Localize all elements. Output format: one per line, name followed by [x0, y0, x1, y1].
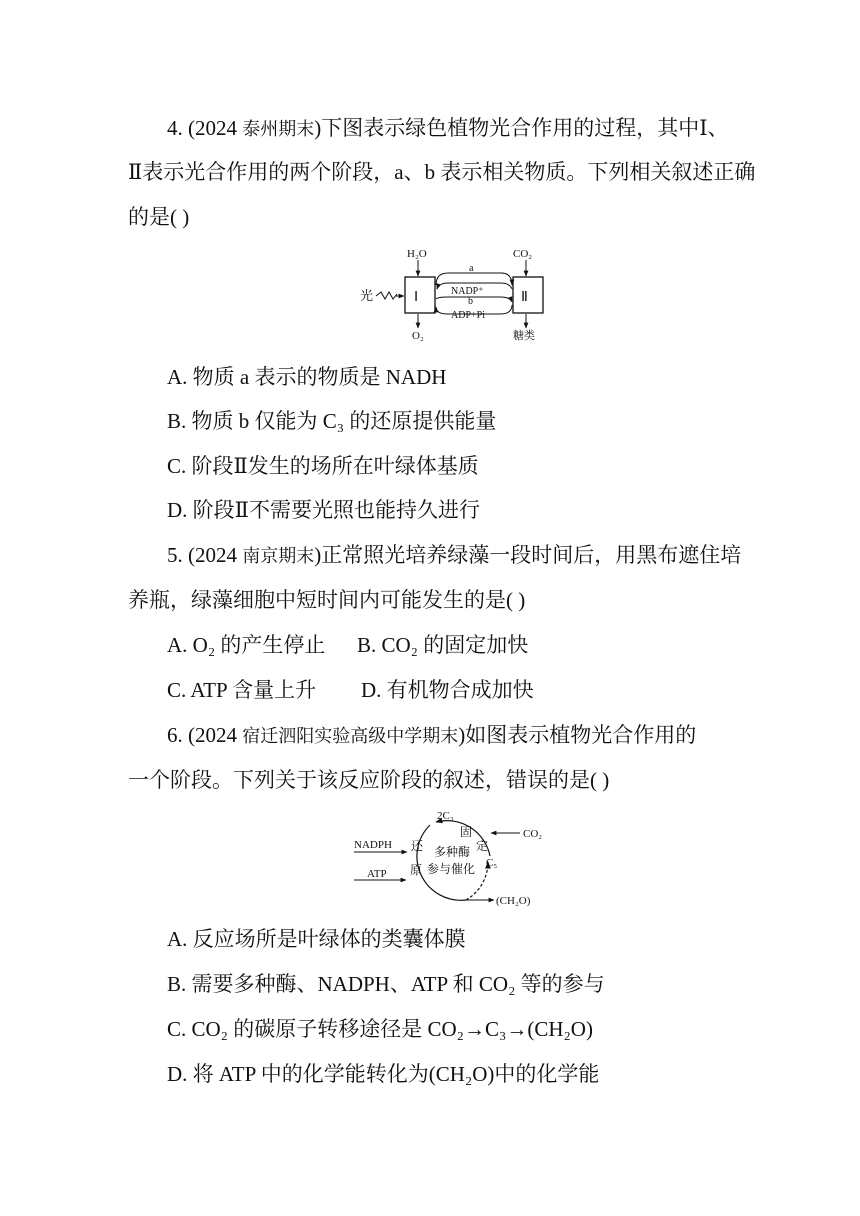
enzyme-label-2: 参与催化 [427, 862, 476, 876]
q5-option-b: B. CO₂ 的固定加快 [357, 633, 529, 657]
stage1-label: Ⅰ [414, 290, 419, 305]
q5-stem-1: )正常照光培养绿藻一段时间后，用黑布遮住培 [314, 543, 742, 567]
q4-stem-1: )下图表示绿色植物光合作用的过程，其中Ⅰ、 [314, 116, 729, 140]
q4-option-c: C. 阶段Ⅱ发生的场所在叶绿体基质 [167, 454, 479, 478]
q6-option-d: D. 将 ATP 中的化学能转化为(CH₂O)中的化学能 [167, 1062, 600, 1086]
huan-label: 还 [411, 839, 424, 853]
o2-label: O₂ [412, 330, 424, 342]
q5-line1 [167, 541, 741, 571]
c5-label: C₅ [486, 857, 498, 869]
q6-line2: 一个阶段。下列关于该反应阶段的叙述，错误的是( ) [128, 768, 610, 792]
b-label: b [468, 296, 473, 307]
q4-option-a: A. 物质 a 表示的物质是 NADH [167, 365, 447, 389]
stage2-box [513, 277, 543, 313]
q4-line1 [167, 114, 729, 144]
q4-line3: 的是( ) [128, 205, 190, 229]
q6-number: 6. (2024 [167, 723, 243, 747]
q5-number: 5. (2024 [167, 543, 243, 567]
adp-label: ADP+Pi [451, 310, 485, 321]
co2-label: CO₂ [513, 248, 533, 260]
q4-number: 4. (2024 [167, 116, 243, 140]
atp-label: ATP [367, 868, 387, 880]
q6-stem-1: )如图表示植物光合作用的 [458, 723, 697, 747]
fix-label-2: 定 [476, 839, 489, 853]
light-label: 光 [360, 289, 374, 304]
q5-option-c: C. ATP 含量上升 [167, 678, 317, 702]
q6-option-c: C. CO₂ 的碳原子转移途径是 CO₂→C₃→(CH₂O) [167, 1017, 593, 1041]
co2-label-2: CO₂ [523, 828, 543, 840]
enzyme-label-1: 多种酶 [434, 845, 471, 859]
product-label: (CH₂O) [496, 895, 531, 907]
sugar-label: 糖类 [513, 329, 535, 342]
h2o-label: H₂O [407, 248, 427, 260]
stage2-label: Ⅱ [521, 290, 528, 305]
light-reaction-figure [350, 242, 550, 342]
q5-option-d: D. 有机物合成加快 [361, 678, 534, 702]
q6-line1 [167, 721, 696, 751]
stage1-box [405, 277, 435, 313]
fix-label-1: 固 [460, 825, 473, 839]
nadph-label: NADPH [354, 839, 392, 851]
q6-option-b: B. 需要多种酶、NADPH、ATP 和 CO₂ 等的参与 [167, 972, 605, 996]
q6-source: 宿迁泗阳实验高级中学期末 [242, 726, 459, 747]
q4-source: 泰州期末 [242, 119, 315, 140]
q4-option-b: B. 物质 b 仅能为 C₃ 的还原提供能量 [167, 409, 497, 433]
q5-option-a: A. O₂ 的产生停止 [167, 633, 326, 657]
c3-label: 2C₃ [437, 810, 454, 822]
q4-line2: Ⅱ表示光合作用的两个阶段，a、b 表示相关物质。下列相关叙述正确 [128, 160, 756, 184]
yuan-label: 原 [410, 863, 423, 877]
q5-line2: 养瓶，绿藻细胞中短时间内可能发生的是( ) [128, 588, 526, 612]
q4-option-d: D. 阶段Ⅱ不需要光照也能持久进行 [167, 498, 480, 522]
q6-option-a: A. 反应场所是叶绿体的类囊体膜 [167, 927, 466, 951]
q5-source: 南京期末 [242, 546, 315, 567]
calvin-cycle-figure [350, 800, 550, 912]
nadp-label: NADP⁺ [451, 286, 484, 297]
a-label: a [469, 263, 474, 274]
